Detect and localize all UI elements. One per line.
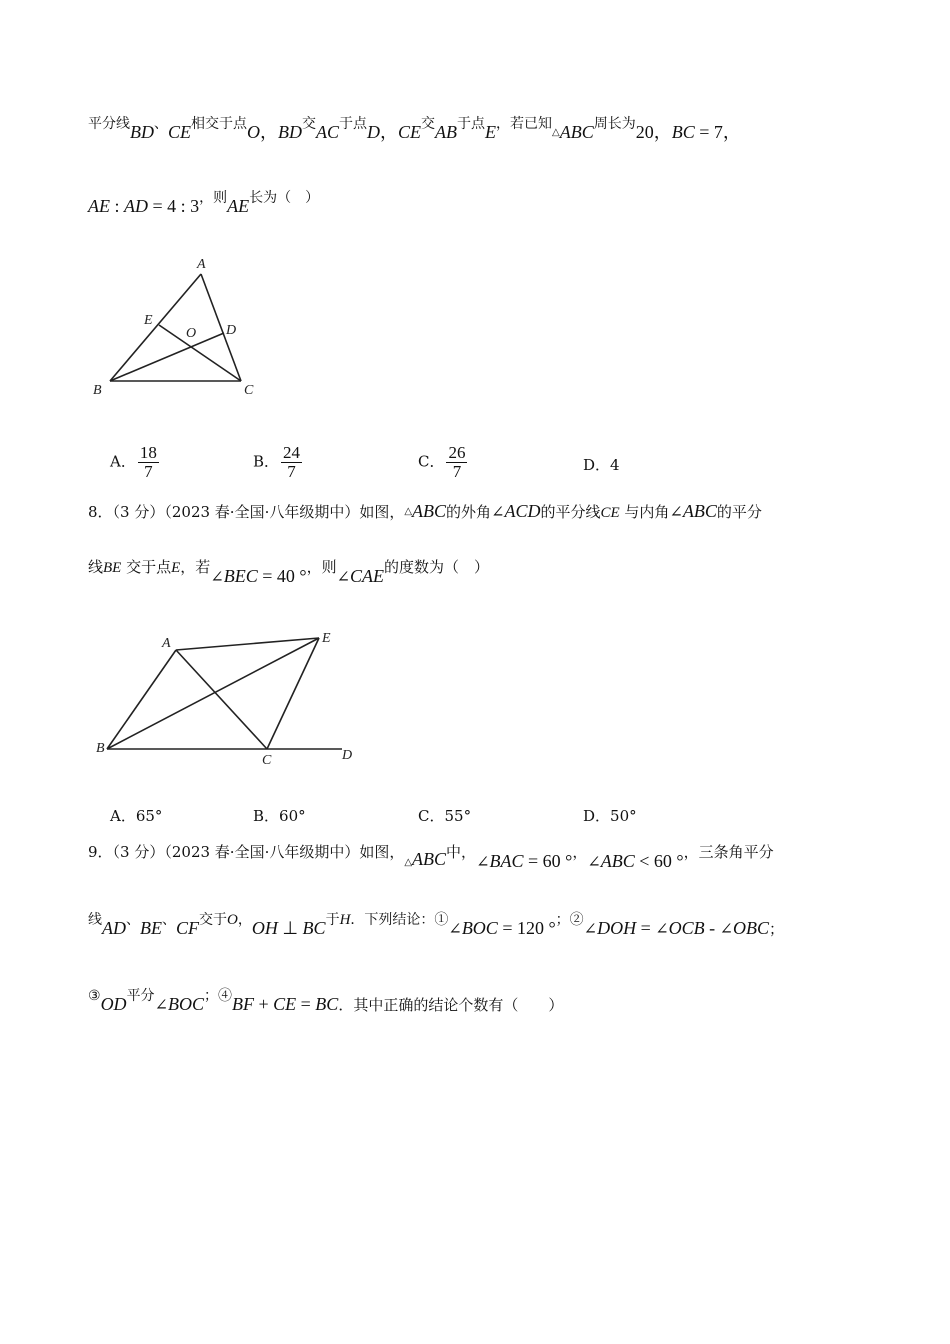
fraction: $\frac{26}{7}$ xyxy=(448,443,466,481)
q7-option-b[interactable]: B． $\frac{24}{7}$ xyxy=(253,443,301,481)
angle-symbol: ∠ xyxy=(655,919,669,938)
label-c: C xyxy=(262,753,272,768)
q7-option-d[interactable]: D．4 xyxy=(583,456,620,474)
angle-symbol: ∠ xyxy=(719,919,734,938)
fraction: $\frac{18}{7}$ xyxy=(139,443,157,481)
label-b: B xyxy=(93,383,102,398)
segment-be xyxy=(107,638,319,749)
triangle-symbol: △ xyxy=(552,127,560,138)
q7-line-2: AE : AD = 4 : 3，则AE长为（ ） xyxy=(88,190,320,216)
q7-options xyxy=(110,444,810,484)
angle-symbol: ∠ xyxy=(476,852,490,871)
q8-figure xyxy=(90,625,365,770)
label-c: C xyxy=(244,383,254,398)
q9-line-1: 9．（3 分）（2023 春·全国·八年级期中）如图，$_\triangle$ABC中，∠BAC = 60 °，∠ABC < 60 °，三条角平分 xyxy=(88,843,774,871)
fraction: $\frac{24}{7}$ xyxy=(283,443,301,481)
label-o: O xyxy=(186,326,197,341)
segment-ce xyxy=(267,638,319,749)
triangle-symbol: △ xyxy=(404,506,413,517)
segment-ab xyxy=(107,650,176,749)
angle-symbol: ∠ xyxy=(448,919,462,938)
angle-symbol: ∠ xyxy=(491,502,505,521)
label-d: D xyxy=(226,323,237,338)
segment-ae xyxy=(176,638,319,650)
angle-symbol: ∠ xyxy=(587,852,601,871)
label-b: B xyxy=(96,741,105,756)
q8-line-2: 线BE 交于点E，若∠BEC = 40 °，则∠CAE的度数为（ ） xyxy=(88,558,490,586)
label-a: A xyxy=(162,636,171,651)
q7-option-c[interactable]: C． $\frac{26}{7}$ xyxy=(418,443,466,481)
triangle-symbol: △ xyxy=(404,857,413,868)
label-a: A xyxy=(197,257,206,272)
q7-line-1: 平分线BD、CE相交于点O，BD交AC于点D，CE交AB于点E，若已知△ABC周长为20，BC = 7， xyxy=(88,116,741,142)
q9-line-3: ③OD平分∠BOC；④BF + CE = BC．其中正确的结论个数有（ ） xyxy=(88,988,564,1014)
angle-symbol: ∠ xyxy=(583,919,598,938)
segment-ac xyxy=(176,650,267,749)
q8-line-1: 8．（3 分）（2023 春·全国·八年级期中）如图，△ABC的外角∠ACD的平分线CE 与内角∠ABC的平分 xyxy=(88,501,762,521)
label-e: E xyxy=(144,313,153,328)
angle-symbol: ∠ xyxy=(210,567,224,586)
q8-option-a[interactable]: A．65° xyxy=(110,807,163,825)
q8-option-b[interactable]: B．60° xyxy=(253,807,306,825)
q8-options xyxy=(110,805,810,827)
q8-option-c[interactable]: C．55° xyxy=(418,807,472,825)
q8-option-d[interactable]: D．50° xyxy=(583,807,637,825)
angle-symbol: ∠ xyxy=(336,567,350,586)
q7-option-a[interactable]: A． $\frac{18}{7}$ xyxy=(110,443,157,481)
q9-line-2: 线AD、BE、CF交于O，OH ⊥ BC于H．下列结论：①∠BOC = 120 °；②∠DOH = ∠OCB - ∠OBC； xyxy=(88,912,785,938)
angle-symbol: ∠ xyxy=(154,995,168,1014)
angle-symbol: ∠ xyxy=(669,502,683,521)
label-d: D xyxy=(342,748,353,763)
label-e: E xyxy=(322,631,331,646)
q7-triangle-figure xyxy=(85,250,275,400)
